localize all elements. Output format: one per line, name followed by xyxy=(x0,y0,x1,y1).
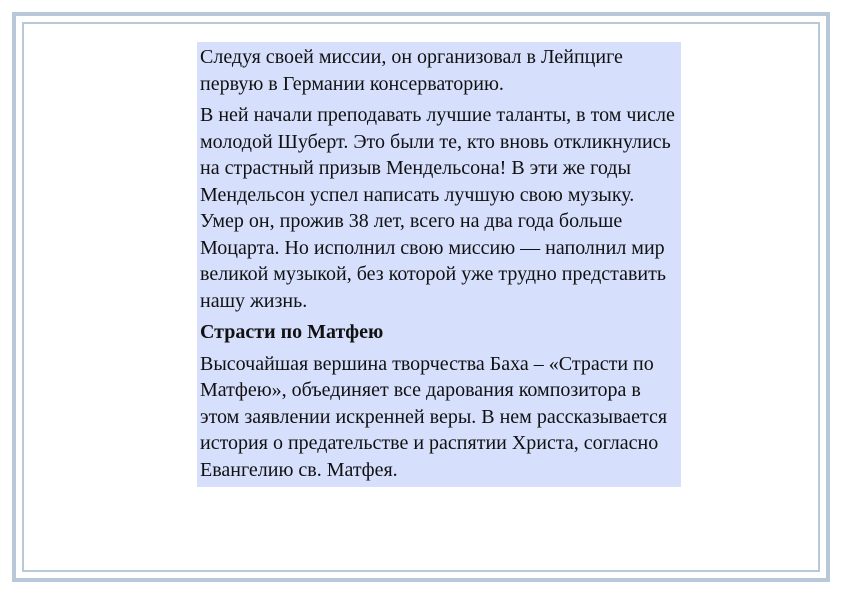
text-block xyxy=(197,42,681,487)
paragraph-matthew-passion: Высочайшая вершина творчества Баха – «Страсти по Матфею», объединяет все дарования композитора в этом заявлении искренней веры. В нем рассказывается история о предательстве и распятии Христа, согласно Евангелию св. Матфея. xyxy=(200,352,668,481)
section-heading: Страсти по Матфею xyxy=(200,321,384,343)
paragraph-mendelssohn: В ней начали преподавать лучшие таланты, в том числе молодой Шуберт. Это были те, кто вновь откликнулись на страстный призыв Мендельсона! В эти же годы Мендельсон успел написать лучшую свою музыку. Умер он, прожив 38 лет, всего на два года больше Моцарта. Но исполнил свою миссию — наполнил мир великой музыкой, без которой уже трудно представить нашу жизнь. xyxy=(200,104,675,312)
paragraph-conservatory: Следуя своей миссии, он организовал в Лейпциге первую в Германии консерваторию. xyxy=(200,46,623,95)
